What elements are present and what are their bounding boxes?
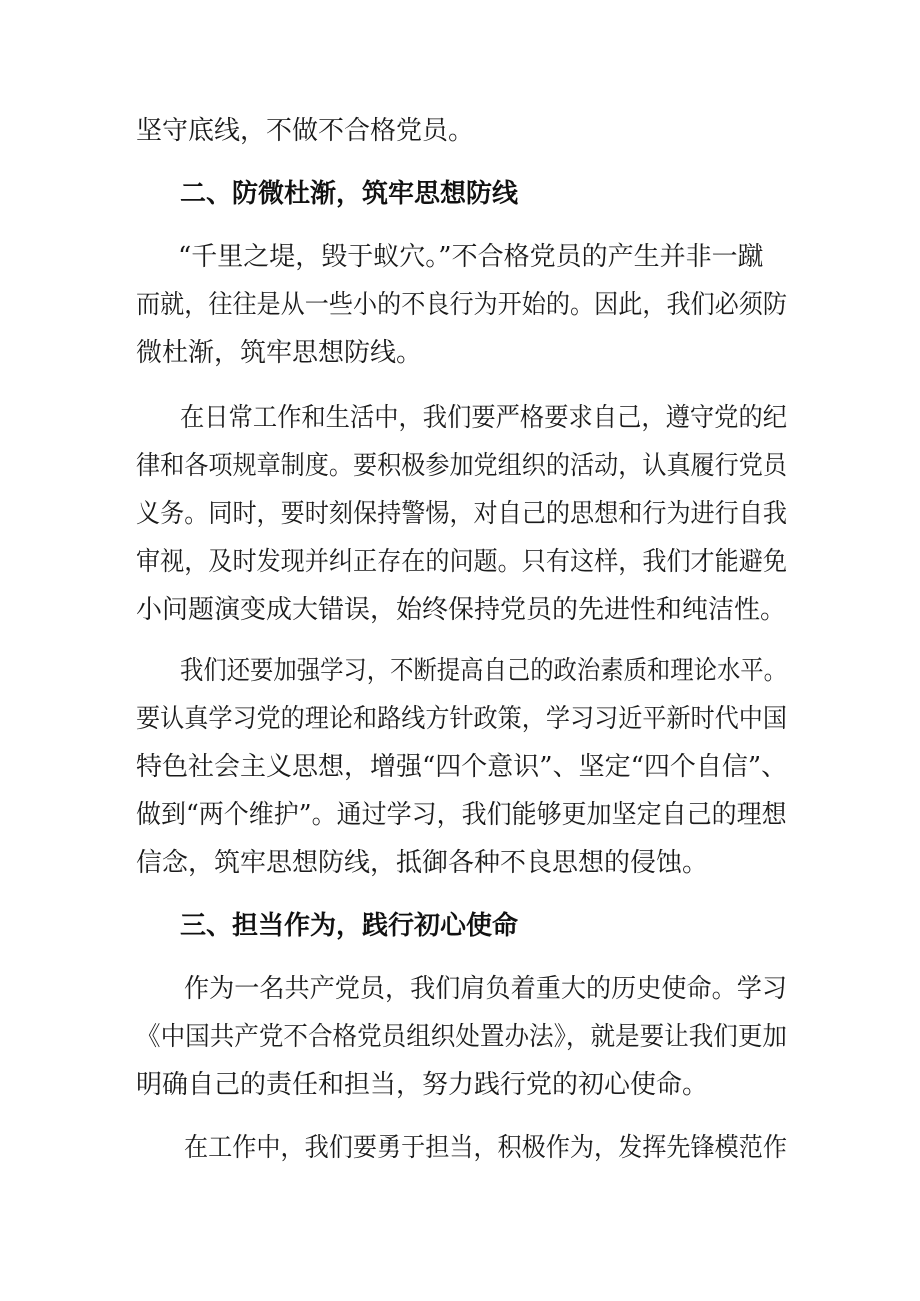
text-line: “千里之堤，毁于蚁穴。”不合格党员的产生并非一蹴 xyxy=(178,242,764,272)
text-line: 审视，及时发现并纠正存在的问题。只有这样，我们才能避免 xyxy=(136,547,788,577)
text-line: 义务。同时，要时刻保持警惕，对自己的思想和行为进行自我 xyxy=(136,499,788,529)
text-line: 《中国共产党不合格党员组织处置办法》，就是要让我们更加 xyxy=(136,1022,788,1052)
text-line: 要认真学习党的理论和路线方针政策，学习习近平新时代中国 xyxy=(136,704,788,734)
text-line: 作为一名共产党员，我们肩负着重大的历史使命。学习 xyxy=(184,974,788,1004)
text-line: 小问题演变成大错误，始终保持党员的先进性和纯洁性。 xyxy=(136,595,787,625)
text-line: 特色社会主义思想，增强“四个意识”、坚定“四个自信”、 xyxy=(136,752,788,782)
text-line: 微杜渐，筑牢思想防线。 xyxy=(136,338,423,368)
text-line: 在工作中，我们要勇于担当，积极作为，发挥先锋模范作 xyxy=(184,1133,788,1163)
text-line: 坚守底线，不做不合格党员。 xyxy=(136,116,475,146)
text-line: 信念，筑牢思想防线，抵御各种不良思想的侵蚀。 xyxy=(136,848,709,878)
text-line: 明确自己的责任和担当，努力践行党的初心使命。 xyxy=(136,1070,709,1100)
text-line: 律和各项规章制度。要积极参加党组织的活动，认真履行党员 xyxy=(136,451,788,481)
text-line: 而就，往往是从一些小的不良行为开始的。因此，我们必须防 xyxy=(136,290,788,320)
section-heading-3: 三、担当作为，践行初心使命 xyxy=(180,911,519,941)
text-line: 在日常工作和生活中，我们要严格要求自己，遵守党的纪 xyxy=(180,403,788,433)
text-line: 我们还要加强学习，不断提高自己的政治素质和理论水平。 xyxy=(180,656,788,686)
text-line: 做到“两个维护”。通过学习，我们能够更加坚定自己的理想 xyxy=(136,800,787,830)
section-heading-2: 二、防微杜渐，筑牢思想防线 xyxy=(180,179,519,209)
